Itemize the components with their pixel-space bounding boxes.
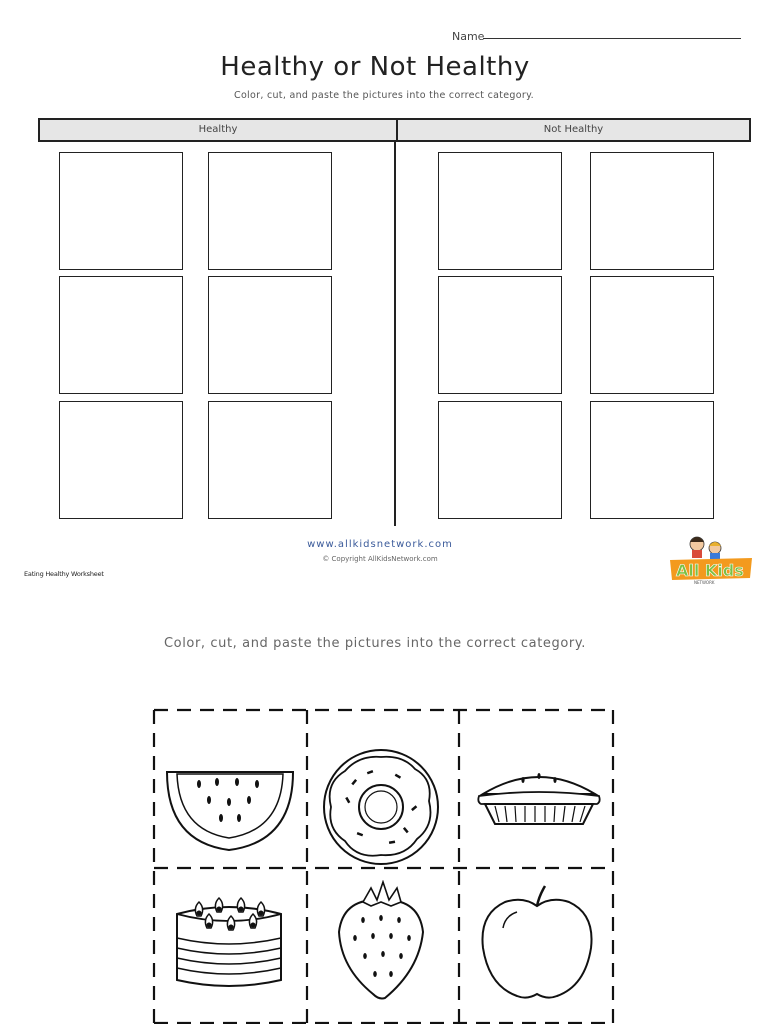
donut-picture[interactable]	[311, 745, 451, 865]
paste-box-not-healthy[interactable]	[438, 152, 562, 270]
paste-box-healthy[interactable]	[208, 276, 332, 394]
name-label: Name	[452, 30, 485, 43]
paste-box-healthy[interactable]	[59, 276, 183, 394]
paste-box-not-healthy[interactable]	[438, 401, 562, 519]
paste-box-not-healthy[interactable]	[590, 276, 714, 394]
paste-box-not-healthy[interactable]	[438, 276, 562, 394]
paste-box-not-healthy[interactable]	[590, 401, 714, 519]
paste-box-healthy[interactable]	[208, 152, 332, 270]
watermelon-picture[interactable]	[159, 750, 299, 870]
strawberry-picture[interactable]	[311, 880, 451, 1000]
cake-picture[interactable]	[159, 878, 299, 998]
paste-box-not-healthy[interactable]	[590, 152, 714, 270]
page-subtitle: Color, cut, and paste the pictures into the correct category.	[234, 90, 534, 101]
cutout-instructions: Color, cut, and paste the pictures into the correct category.	[163, 636, 587, 651]
name-line[interactable]	[483, 38, 741, 39]
website-link[interactable]: www.allkidsnetwork.com	[307, 539, 453, 550]
apple-picture[interactable]	[467, 882, 607, 1002]
worksheet-title: Eating Healthy Worksheet	[24, 570, 104, 578]
paste-box-healthy[interactable]	[59, 401, 183, 519]
page-title: Healthy or Not Healthy	[220, 52, 530, 82]
paste-box-healthy[interactable]	[59, 152, 183, 270]
column-header-not-healthy: Not Healthy	[543, 124, 604, 135]
pie-picture[interactable]	[469, 752, 609, 872]
svg-text:All Kids: All Kids	[676, 561, 744, 580]
svg-text:NETWORK: NETWORK	[694, 580, 715, 585]
category-table-header	[38, 118, 751, 142]
copyright-text: © Copyright AllKidsNetwork.com	[322, 555, 438, 563]
all-kids-network-logo	[664, 530, 758, 586]
column-header-healthy: Healthy	[198, 124, 238, 135]
column-divider	[394, 142, 396, 526]
paste-box-healthy[interactable]	[208, 401, 332, 519]
